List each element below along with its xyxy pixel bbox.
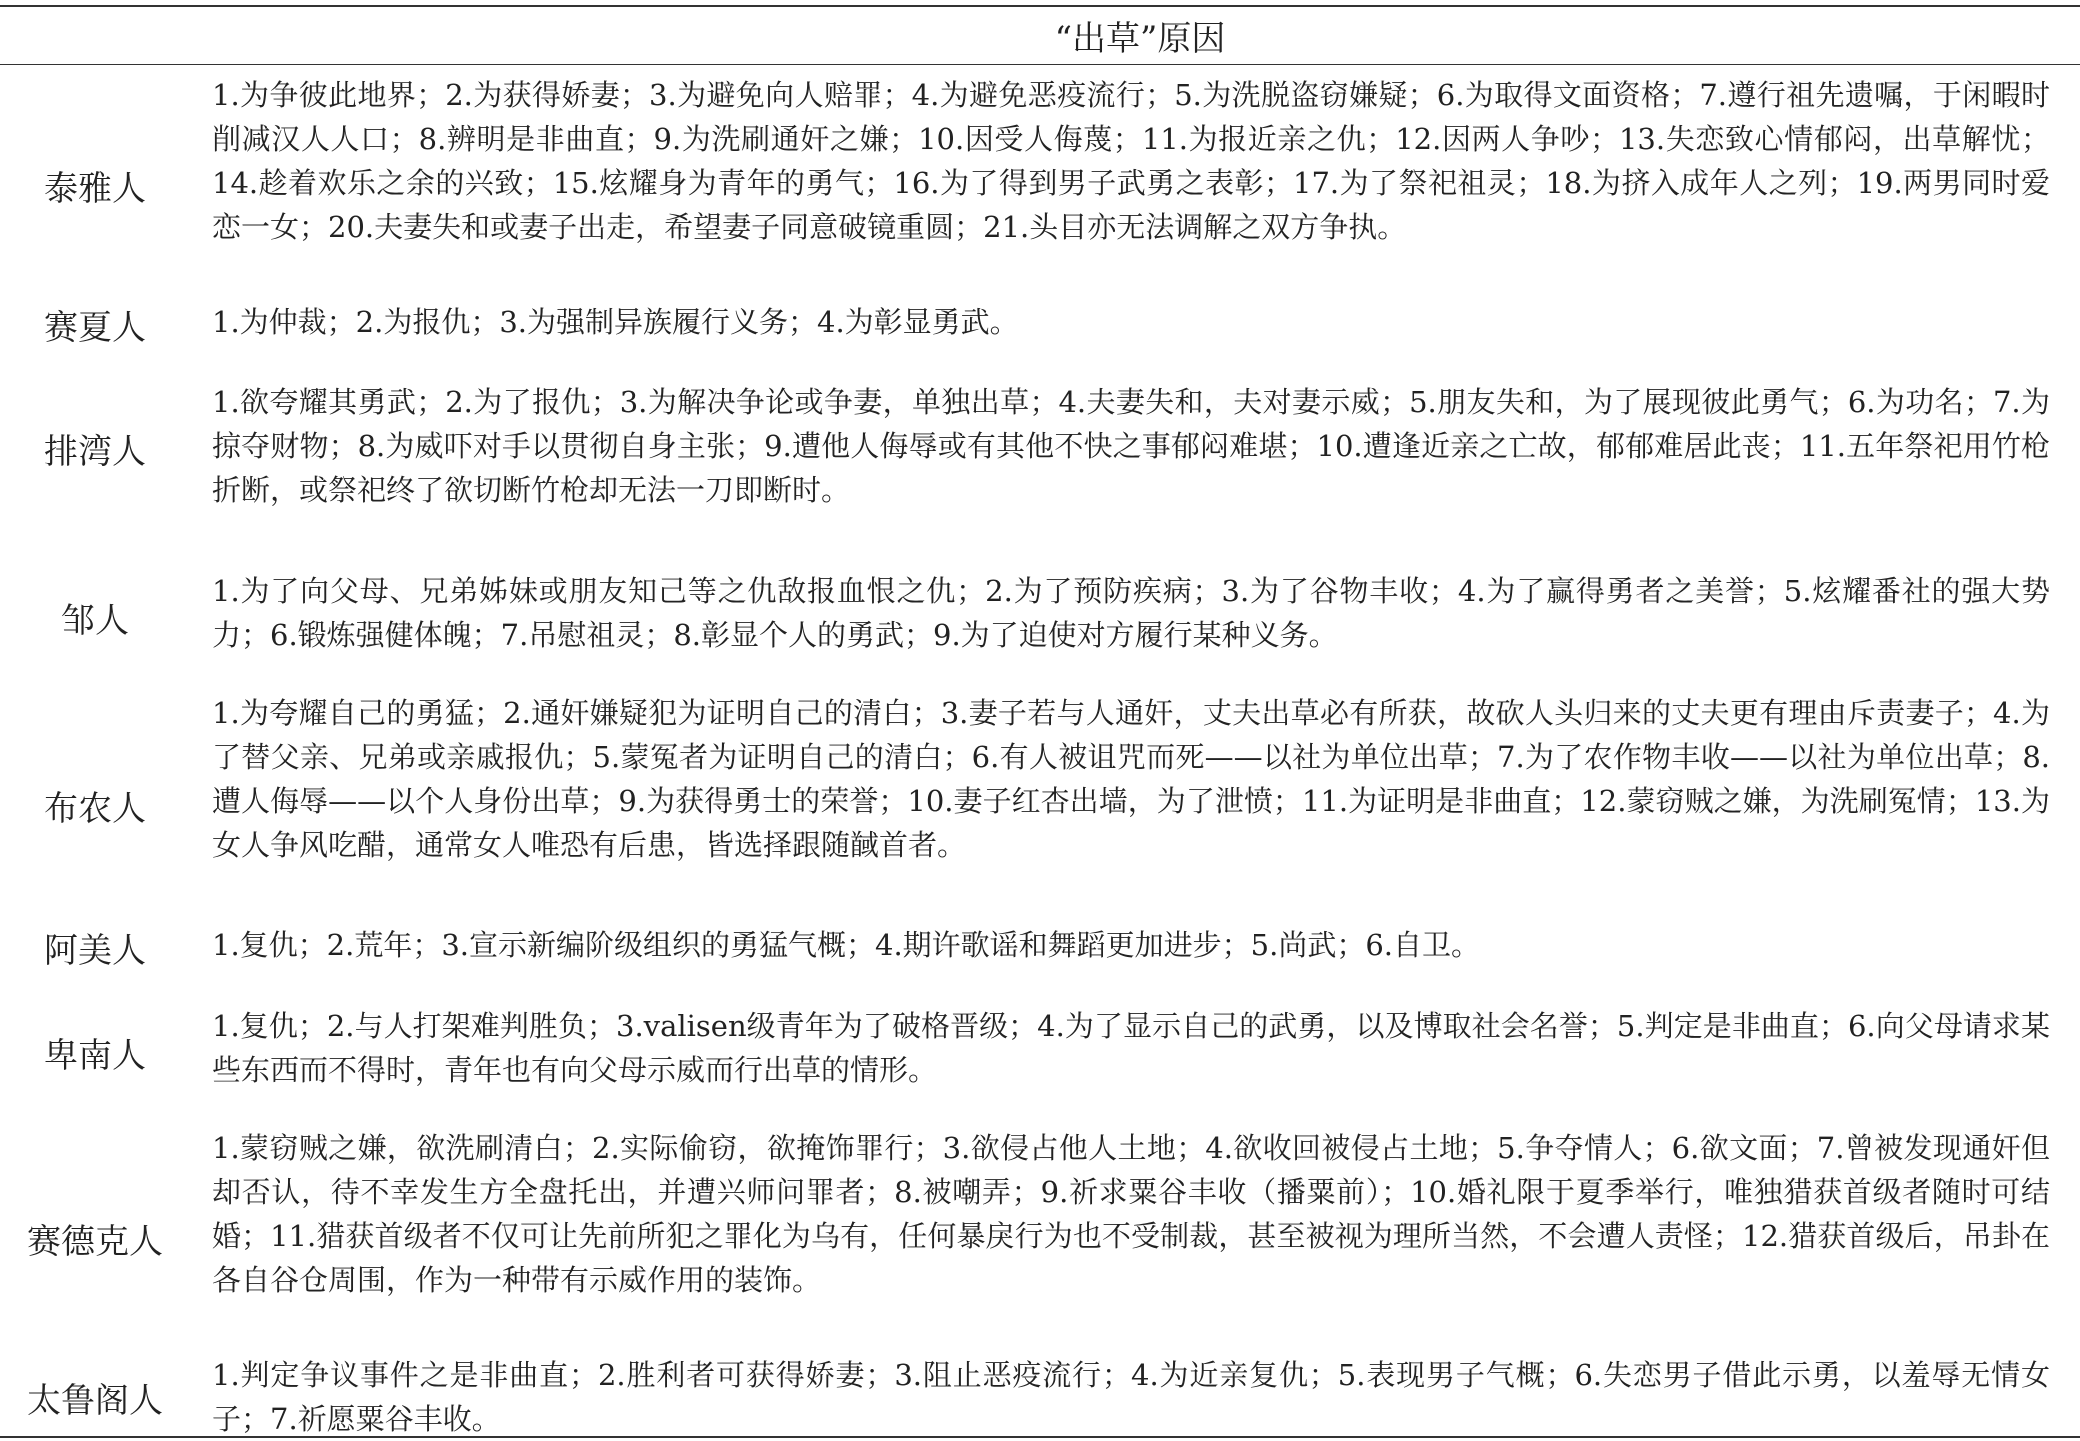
reasons-text: 1.欲夸耀其勇武；2.为了报仇；3.为解决争论或争妻，单独出草；4.夫妻失和，夫对妻示威；5.朋友失和，为了展现彼此勇气；6.为功名；7.为掠夺财物；8.为威吓对手以贯彻自身主张；9.遭他人侮辱或有其他不快之事郁闷难堪；10.遭逢近亲之亡故，郁郁难居此丧；11.五年祭祀用竹枪折断，或祭祀终了欲切断竹枪却无法一刀即断时。 [212,385,2050,507]
people-name: 赛夏人 [44,308,146,348]
table-row [0,691,2080,913]
table-top-rule [0,5,2080,7]
reasons-text: 1.为了向父母、兄弟姊妹或朋友知己等之仇敌报血恨之仇；2.为了预防疾病；3.为了谷物丰收；4.为了赢得勇者之美誉；5.炫耀番社的强大势力；6.锻炼强健体魄；7.吊慰祖灵；8.彰显个人的勇武；9.为了迫使对方履行某种义务。 [212,574,2050,652]
people-name: 邹人 [61,601,129,641]
table-row [0,1126,2080,1348]
table-header-reasons: “出草”原因 [1054,18,1226,59]
people-name: 太鲁阁人 [27,1381,163,1421]
table-row [0,923,2080,969]
reasons-text: 1.为仲裁；2.为报仇；3.为强制异族履行义务；4.为彰显勇武。 [212,305,1019,339]
people-name: 排湾人 [44,432,146,472]
table-row [0,298,2080,350]
reasons-text: 1.为争彼此地界；2.为获得娇妻；3.为避免向人赔罪；4.为避免恶疫流行；5.为洗脱盗窃嫌疑；6.为取得文面资格；7.遵行祖先遗嘱，于闲暇时削减汉人人口；8.辨明是非曲直；9.为洗刷通奸之嫌；10.因受人侮蔑；11.为报近亲之仇；12.因两人争吵；13.失恋致心情郁闷，出草解忧；14.趁着欢乐之余的兴致；15.炫耀身为青年的勇气；16.为了得到男子武勇之表彰；17.为了祭祀祖灵；18.为挤入成年人之列；19.两男同时爱恋一女；20.夫妻失和或妻子出走，希望妻子同意破镜重圆；21.头目亦无法调解之双方争执。 [212,78,2050,244]
table-bottom-rule [0,1436,2080,1438]
reasons-text: 1.复仇；2.荒年；3.宣示新编阶级组织的勇猛气概；4.期许歌谣和舞蹈更加进步；5.尚武；6.自卫。 [212,928,1481,962]
table-row [0,1004,2080,1096]
people-name: 赛德克人 [27,1222,163,1262]
table-row [0,73,2080,295]
reasons-text: 1.复仇；2.与人打架难判胜负；3.valisen级青年为了破格晋级；4.为了显示自己的武勇，以及博取社会名誉；5.判定是非曲直；6.向父母请求某些东西而不得时，青年也有向父母示威而行出草的情形。 [212,1009,2050,1087]
table-row [0,569,2080,661]
reasons-text: 1.判定争议事件之是非曲直；2.胜利者可获得娇妻；3.阻止恶疫流行；4.为近亲复仇；5.表现男子气概；6.失恋男子借此示勇，以羞辱无情女子；7.祈愿粟谷丰收。 [212,1358,2050,1436]
people-name: 阿美人 [44,931,146,971]
people-name: 卑南人 [44,1036,146,1076]
table-row [0,380,2080,515]
table-header-rule [0,64,2080,65]
reasons-text: 1.蒙窃贼之嫌，欲洗刷清白；2.实际偷窃，欲掩饰罪行；3.欲侵占他人土地；4.欲收回被侵占土地；5.争夺情人；6.欲文面；7.曾被发现通奸但却否认，待不幸发生方全盘托出，并遭兴师问罪者；8.被嘲弄；9.祈求粟谷丰收（播粟前）；10.婚礼限于夏季举行，唯独猎获首级者随时可结婚；11.猎获首级者不仅可让先前所犯之罪化为乌有，任何暴戾行为也不受制裁，甚至被视为理所当然，不会遭人责怪；12.猎获首级后，吊卦在各自谷仓周围，作为一种带有示威作用的装饰。 [212,1131,2050,1297]
people-name: 泰雅人 [44,169,146,209]
reasons-text: 1.为夸耀自己的勇猛；2.通奸嫌疑犯为证明自己的清白；3.妻子若与人通奸，丈夫出草必有所获，故砍人头归来的丈夫更有理由斥责妻子；4.为了替父亲、兄弟或亲戚报仇；5.蒙冤者为证明自己的清白；6.有人被诅咒而死——以社为单位出草；7.为了农作物丰收——以社为单位出草；8.遭人侮辱——以个人身份出草；9.为获得勇士的荣誉；10.妻子红杏出墙，为了泄愤；11.为证明是非曲直；12.蒙窃贼之嫌，为洗刷冤情；13.为女人争风吃醋，通常女人唯恐有后患，皆选择跟随馘首者。 [212,696,2050,862]
table-row [0,1353,2080,1441]
people-name: 布农人 [44,789,146,829]
